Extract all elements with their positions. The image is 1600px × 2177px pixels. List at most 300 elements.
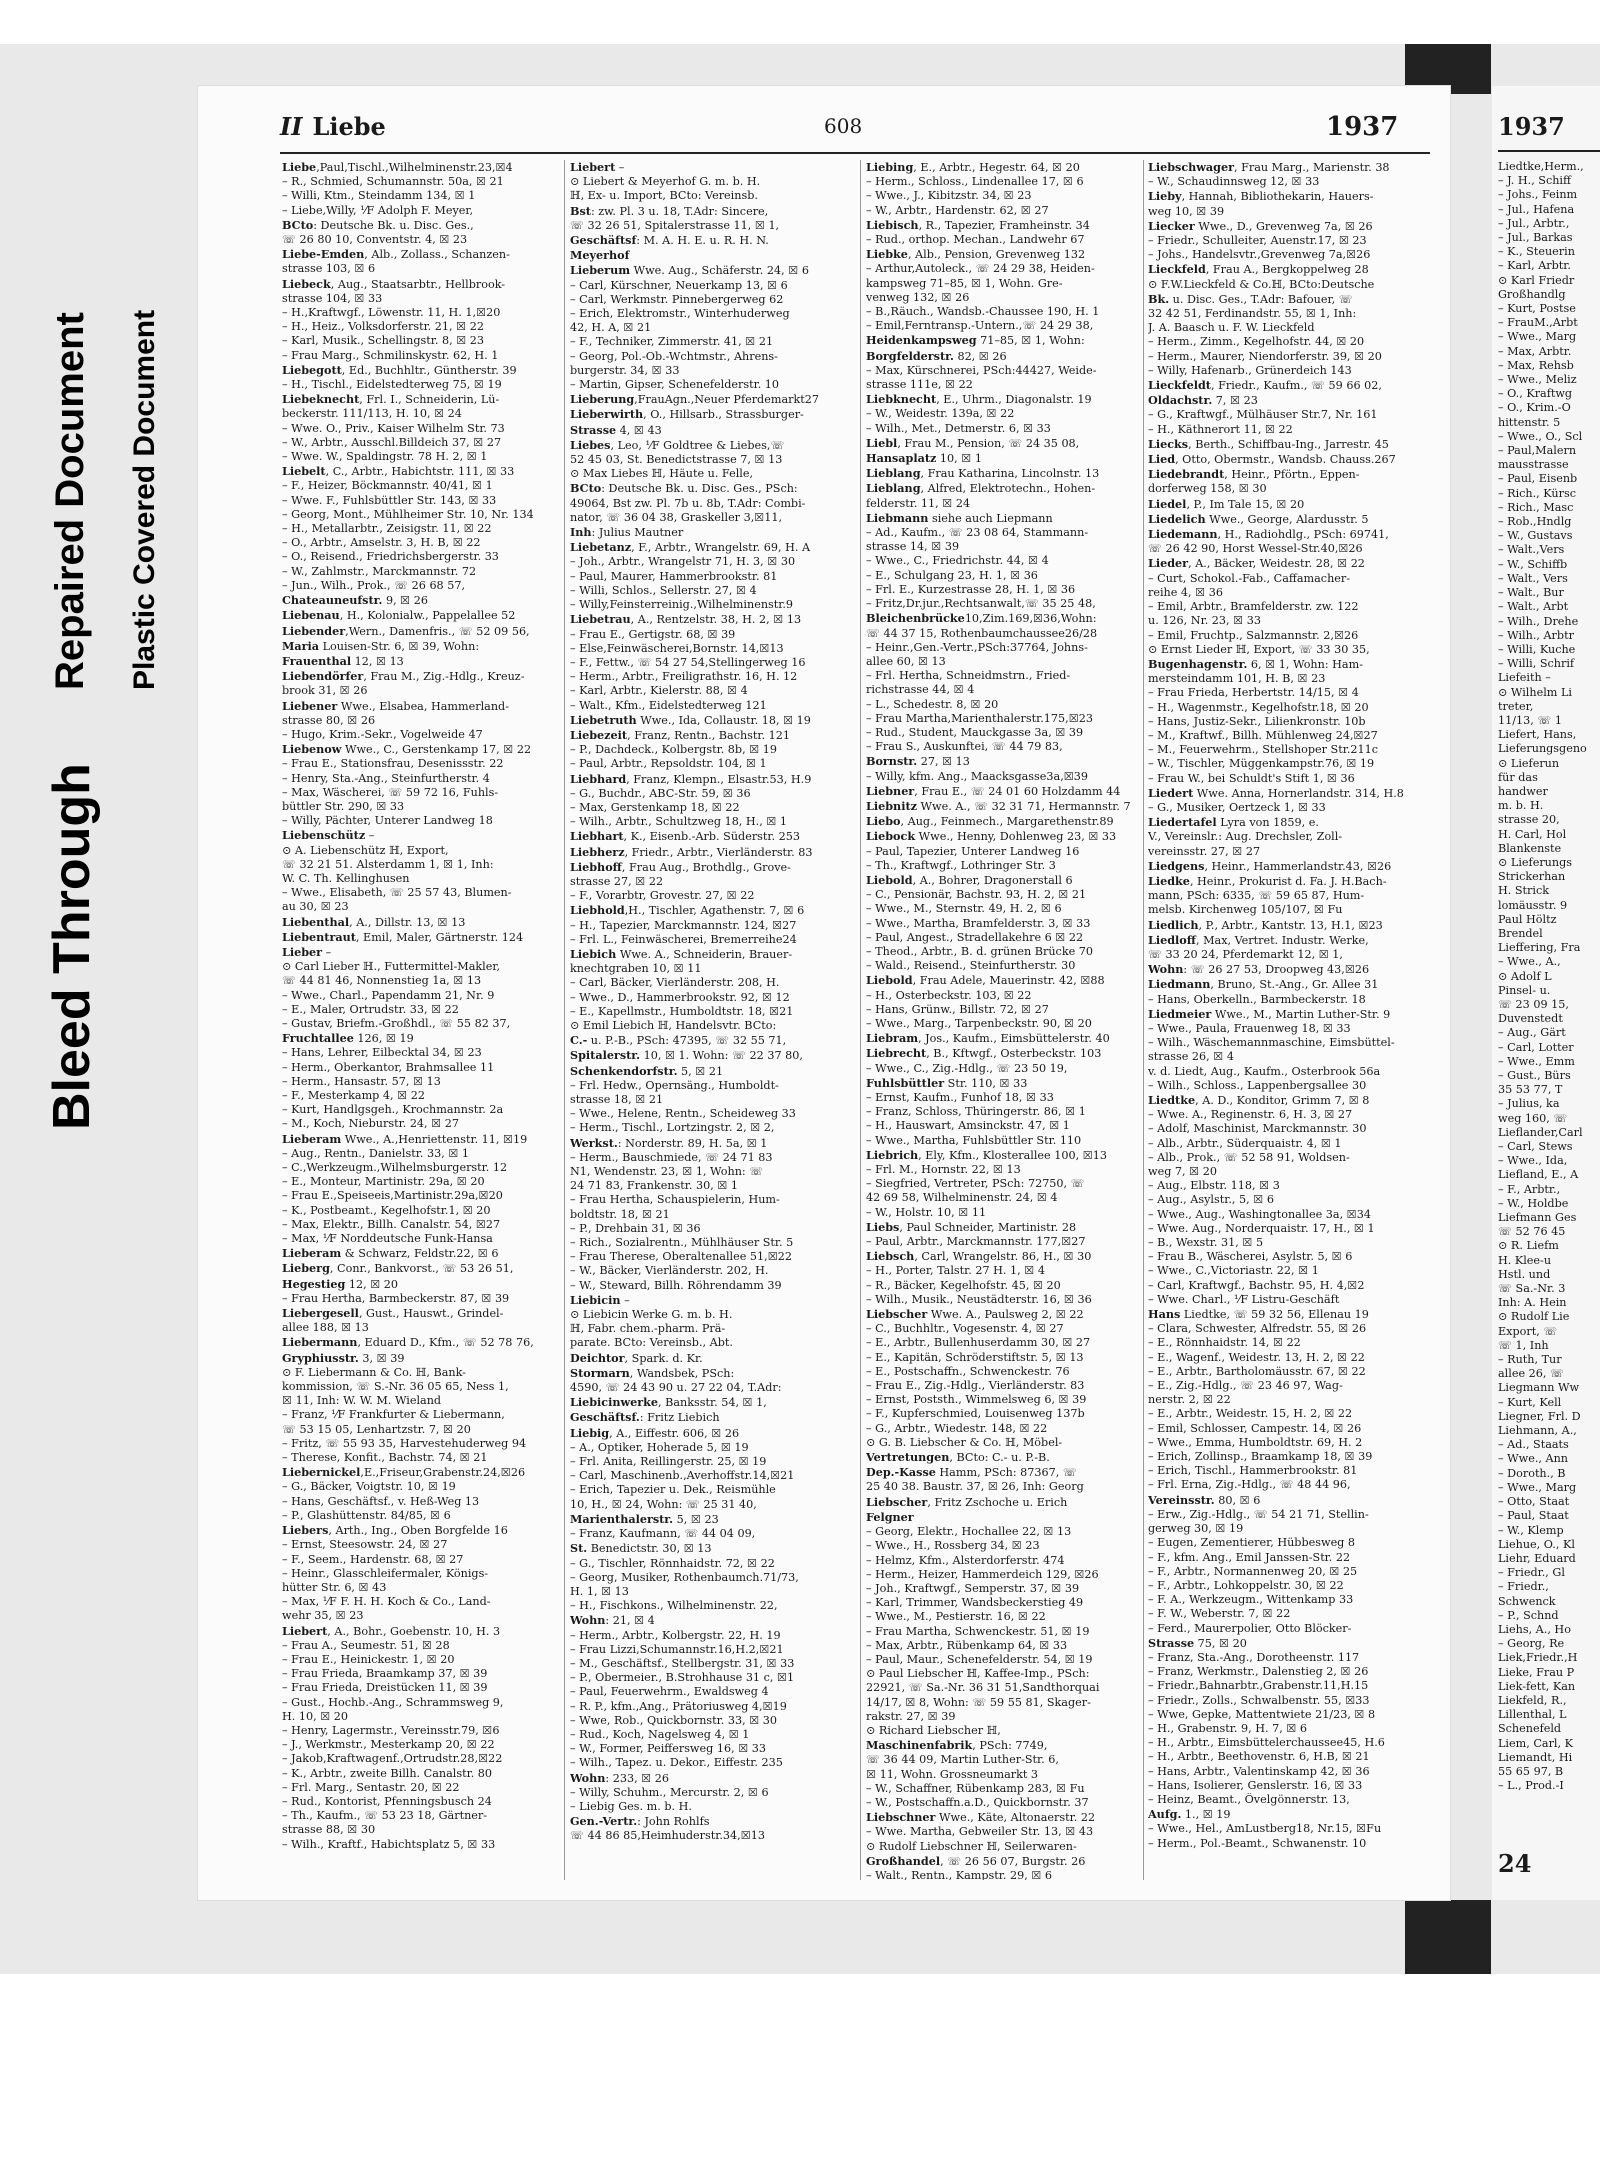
directory-entry-line: – Else,Feinwäscherei,Bornstr. 14,☒13 <box>570 641 784 655</box>
directory-entry-line: – W., Former, Peiffersweg 16, ☒ 33 <box>570 1742 767 1756</box>
directory-entry-line: nerstr. 2, ☒ 22 <box>1148 1393 1231 1407</box>
directory-entry-line: – Wwe., Martha, Fuhlsbüttler Str. 110 <box>866 1133 1082 1147</box>
directory-entry-line: brook 31, ☒ 26 <box>282 684 368 698</box>
adjacent-page <box>1492 86 1600 1900</box>
directory-entry-line: – E., Zig.-Hdlg., ☏ 23 46 97, Wag- <box>1148 1379 1343 1393</box>
directory-entry-line: – Walt., Rentn., Kampstr. 29, ☒ 6 <box>866 1868 1053 1880</box>
directory-entry-line: Liedmann, Bruno, St.-Ang., Gr. Allee 31 <box>1148 977 1379 992</box>
column-3 <box>866 160 1140 1880</box>
adjacent-entry-line: – Kurt, Postse <box>1498 302 1576 316</box>
directory-entry-line: Lieckfeld, Frau A., Bergkoppelweg 28 <box>1148 262 1369 277</box>
directory-entry-line: gerweg 30, ☒ 19 <box>1148 1522 1244 1536</box>
directory-entry-line: – W., Schaudinnsweg 12, ☒ 33 <box>1148 175 1320 189</box>
directory-entry-line: Heidenkampsweg 71–85, ☒ 1, Wohn: <box>866 333 1085 348</box>
directory-entry-line: – Liebig Ges. m. b. H. <box>570 1799 692 1813</box>
directory-entry-line: – Karl, Arbtr., Kielerstr. 88, ☒ 4 <box>570 684 748 698</box>
adjacent-entry-line: – Walt., Vers <box>1498 571 1568 585</box>
directory-entry-line: – Max, Wäscherei, ☏ 59 72 16, Fuhls- <box>282 785 499 799</box>
directory-entry-line: – Alb., Prok., ☏ 52 58 91, Woldsen- <box>1148 1150 1350 1164</box>
directory-entry-line: 52 45 03, St. Benedictstrasse 7, ☒ 13 <box>570 453 783 467</box>
adjacent-entry-line: strasse 20, <box>1498 813 1560 827</box>
adjacent-entry-line: ⊙ Adolf L <box>1498 969 1552 983</box>
adjacent-entry-line: – Walt., Bur <box>1498 586 1564 600</box>
adjacent-entry-line: – W., Klemp <box>1498 1523 1564 1537</box>
directory-entry-line: – Wwe. Martha, Gebweiler Str. 13, ☒ 43 <box>866 1825 1094 1839</box>
adjacent-entry-line: Liem, Carl, K <box>1498 1736 1573 1750</box>
adjacent-entry-line: – Wwe., O., Scl <box>1498 429 1583 443</box>
directory-entry-line: – Hans, Arbtr., Valentinskamp 42, ☒ 36 <box>1148 1764 1370 1778</box>
directory-entry-line: – W., Zahlmstr., Marckmannstr. 72 <box>282 564 477 578</box>
directory-entry-line: 24 71 83, Frankenstr. 30, ☒ 1 <box>570 1179 739 1193</box>
directory-entry-line: Geschäftsf: M. A. H. E. u. R. H. N. <box>570 233 769 248</box>
directory-entry-line: Werkst.: Norderstr. 89, H. 5a, ☒ 1 <box>570 1135 768 1150</box>
column-divider <box>1143 160 1144 1880</box>
directory-entry-line: – Georg, Pol.-Ob.-Wchtmstr., Ahrens- <box>570 349 778 363</box>
directory-entry-line: Bleichenbrücke10,Zim.169,☒36,Wohn: <box>866 611 1097 626</box>
directory-entry-line: ☏ 36 44 09, Martin Luther-Str. 6, <box>866 1753 1059 1767</box>
directory-entry-line: – Frau Lizzi,Schumannstr.16,H.2,☒21 <box>570 1642 784 1656</box>
directory-entry-line: 4590, ☏ 24 43 90 u. 27 22 04, T.Adr: <box>570 1381 782 1395</box>
adjacent-year-label: 1937 <box>1498 112 1565 141</box>
directory-entry-line: hütter Str. 6, ☒ 43 <box>282 1580 387 1594</box>
directory-entry-line: – Wwe., M., Pestierstr. 16, ☒ 22 <box>866 1610 1046 1624</box>
adjacent-entry-line: – O., Kraftwg <box>1498 387 1573 401</box>
directory-entry-line: – Frau Frieda, Braamkamp 37, ☒ 39 <box>282 1667 488 1681</box>
directory-entry-line: – Willy, Pächter, Unterer Landweg 18 <box>282 814 493 828</box>
directory-entry-line: – F., Arbtr., Normannenweg 20, ☒ 25 <box>1148 1564 1358 1578</box>
directory-entry-line: strasse 27, ☒ 22 <box>570 874 664 888</box>
directory-entry-line: Liebhold,H., Tischler, Agathenstr. 7, ☒ 6 <box>570 903 805 918</box>
directory-entry-line: Liebrecht, B., Kftwgf., Osterbeckstr. 103 <box>866 1046 1102 1061</box>
directory-entry-line: ⊙ Carl Lieber ℍ., Futtermittel-Makler, <box>282 960 501 974</box>
directory-entry-line: – Paul, Angest., Stradellakehre 6 ☒ 22 <box>866 930 1084 944</box>
directory-entry-line: Liebrich, Ely, Kfm., Klosterallee 100, ☒13 <box>866 1147 1107 1162</box>
directory-entry-line: – F., Heizer, Böckmannstr. 40/41, ☒ 1 <box>282 479 493 493</box>
directory-entry-line: Lieberam & Schwarz, Feldstr.22, ☒ 6 <box>282 1246 499 1261</box>
directory-entry-line: – Herm., Zimm., Kegelhofstr. 44, ☒ 20 <box>1148 335 1365 349</box>
directory-entry-line: Liebscher Wwe. A., Paulsweg 2, ☒ 22 <box>866 1307 1084 1322</box>
directory-entry-line: – Erw., Zig.-Hdlg., ☏ 54 21 71, Stellin- <box>1148 1507 1369 1521</box>
adjacent-entry-line: Liehmann, A., <box>1498 1424 1577 1438</box>
directory-entry-line: – G., Buchdr., ABC-Str. 59, ☒ 36 <box>570 786 751 800</box>
directory-entry-line: ⊙ Rudolf Liebschner ℍ, Seilerwaren- <box>866 1839 1077 1853</box>
directory-entry-line: – Arthur,Autoleck., ☏ 24 29 38, Heiden- <box>866 262 1095 276</box>
directory-entry-line: ☏ 44 81 46, Nonnenstieg 1a, ☒ 13 <box>282 974 482 988</box>
directory-entry-line: – Johs., Handelsvtr.,Grevenweg 7a,☒26 <box>1148 248 1371 262</box>
directory-entry-line: ⊙ F. Liebermann & Co. ℍ, Bank- <box>282 1365 466 1379</box>
directory-entry-line: – Frl. Hedw., Opernsäng., Humboldt- <box>570 1078 779 1092</box>
directory-entry-line: – Ernst, Steesowstr. 24, ☒ 27 <box>282 1538 448 1552</box>
directory-entry-line: – Wilh., Met., Detmerstr. 6, ☒ 33 <box>866 421 1051 435</box>
adjacent-entry-line: Schenefeld <box>1498 1722 1562 1736</box>
directory-entry-line: – H., Tapezier, Marckmannstr. 124, ☒27 <box>570 918 797 932</box>
directory-entry-line: – Hans, Lehrer, Eilbecktal 34, ☒ 23 <box>282 1046 482 1060</box>
directory-entry-line: Stormarn, Wandsbek, PSch: <box>570 1365 735 1380</box>
directory-entry-line: Liebernickel,E.,Friseur,Grabenstr.24,☒26 <box>282 1465 526 1480</box>
directory-entry-line: Fuhlsbüttler Str. 110, ☒ 33 <box>866 1075 1028 1090</box>
directory-entry-line: – Rud., Kontorist, Pfenningsbusch 24 <box>282 1794 492 1808</box>
adjacent-entry-line: Brendel <box>1498 926 1543 940</box>
directory-entry-line: strasse 103, ☒ 6 <box>282 262 376 276</box>
directory-entry-line: – Willy, Schuhm., Mercurstr. 2, ☒ 6 <box>570 1785 769 1799</box>
directory-entry-line: – Frau E., Heinickestr. 1, ☒ 20 <box>282 1652 455 1666</box>
directory-entry-line: – F., Mesterkamp 4, ☒ 22 <box>282 1089 425 1102</box>
directory-entry-line: kampsweg 71–85, ☒ 1, Wohn. Gre- <box>866 276 1063 290</box>
directory-entry-line: – Ad., Kaufm., ☏ 23 08 64, Stammann- <box>866 526 1089 540</box>
adjacent-entry-line: – Otto, Staat <box>1498 1495 1570 1509</box>
directory-entry-line: Lieberam Wwe., A.,Henriettenstr. 11, ☒19 <box>282 1131 528 1146</box>
directory-entry-line: – Frau Therese, Oberaltenallee 51,☒22 <box>570 1250 792 1264</box>
directory-entry-line: – Franz, Kaufmann, ☏ 44 04 09, <box>570 1527 756 1541</box>
header-rule <box>280 152 1430 154</box>
directory-entry-line: Liebenschütz – <box>282 828 375 843</box>
directory-entry-line: – G., Bäcker, Voigtstr. 10, ☒ 19 <box>282 1480 456 1494</box>
directory-entry-line: – Henry, Sta.-Ang., Steinfurtherstr. 4 <box>282 771 490 785</box>
directory-entry-line: Liebetanz, F., Arbtr., Wrangelstr. 69, H. A <box>570 540 811 555</box>
directory-entry-line: – W., Weidestr. 139a, ☒ 22 <box>866 407 1015 421</box>
directory-entry-line: – Ferd., Maurerpolier, Otto Blöcker- <box>1148 1621 1352 1635</box>
directory-entry-line: – Emil,Ferntransp.-Untern.,☏ 24 29 38, <box>866 319 1094 333</box>
directory-entry-line: – Wwe., Elisabeth, ☏ 25 57 43, Blumen- <box>282 886 512 900</box>
directory-entry-line: – Kurt, Handlgsgeh., Krochmannstr. 2a <box>282 1103 504 1117</box>
directory-entry-line: – Paul, Tapezier, Unterer Landweg 16 <box>866 844 1080 858</box>
directory-entry-line: – F. W., Weberstr. 7, ☒ 22 <box>1148 1607 1291 1621</box>
directory-entry-line: – W., Arbtr., Hardenstr. 62, ☒ 27 <box>866 203 1049 217</box>
year-label: 1937 <box>1326 112 1399 142</box>
directory-entry-line: J. A. Baasch u. F. W. Lieckfeld <box>1148 321 1315 335</box>
directory-entry-line: – Frau A., Seumestr. 51, ☒ 28 <box>282 1638 450 1652</box>
directory-entry-line: St. Benedictstr. 30, ☒ 13 <box>570 1541 712 1556</box>
adjacent-entry-line: – Willi, Schrif <box>1498 657 1575 671</box>
directory-entry-line: – Frau E., Gertigstr. 68, ☒ 39 <box>570 627 736 641</box>
adjacent-entry-line: – Max, Rehsb <box>1498 358 1574 372</box>
directory-entry-line: – Hans, Oberkelln., Barmbeckerstr. 18 <box>1148 992 1366 1006</box>
directory-entry-line: nator, ☏ 36 04 38, Graskeller 3,☒11, <box>570 510 783 524</box>
directory-entry-line: – Frau Martha, Schwenckestr. 51, ☒ 19 <box>866 1624 1090 1638</box>
directory-entry-line: wehr 35, ☒ 23 <box>282 1609 364 1623</box>
directory-entry-line: weg 10, ☒ 39 <box>1148 204 1225 218</box>
directory-entry-line: – Wwe., C.,Victoriastr. 22, ☒ 1 <box>1148 1264 1319 1278</box>
adjacent-entry-line: Inh: A. Hein <box>1498 1296 1567 1310</box>
directory-entry-line: Lieblang, Frau Katharina, Lincolnstr. 13 <box>866 466 1100 481</box>
directory-entry-line: beckerstr. 111/113, H. 10, ☒ 24 <box>282 407 462 421</box>
directory-entry-line: ⊙ Richard Liebscher ℍ, <box>866 1723 1001 1737</box>
adjacent-entry-line: Liefeith – <box>1498 671 1551 685</box>
directory-entry-line: Fruchtallee 126, ☒ 19 <box>282 1031 414 1046</box>
directory-entry-line: strasse 88, ☒ 30 <box>282 1823 376 1837</box>
directory-entry-line: Liebetruth Wwe., Ida, Collaustr. 18, ☒ 19 <box>570 712 811 727</box>
directory-entry-line: – Eugen, Zementierer, Hübbesweg 8 <box>1148 1536 1356 1550</box>
directory-entry-line: – Erich, Zollinsp., Braamkamp 18, ☒ 39 <box>1148 1450 1373 1464</box>
column-divider <box>564 160 565 1880</box>
directory-entry-line: Liebicin – <box>570 1292 630 1307</box>
directory-entry-line: Liedel, P., Im Tale 15, ☒ 20 <box>1148 496 1305 511</box>
directory-entry-line: – Frau Frieda, Herbertstr. 14/15, ☒ 4 <box>1148 686 1359 700</box>
directory-entry-line: – Herm., Arbtr., Freiligrathstr. 16, H. 12 <box>570 670 798 684</box>
directory-entry-line: – Wwe., C., Zig.-Hdlg., ☏ 23 50 19, <box>866 1061 1068 1075</box>
directory-entry-line: – H., Porter, Talstr. 27 H. 1, ☒ 4 <box>866 1264 1045 1278</box>
directory-entry-line: Liebenow Wwe., C., Gerstenkamp 17, ☒ 22 <box>282 742 532 757</box>
directory-entry-line: – Franz, Werkmstr., Dalenstieg 2, ☒ 26 <box>1148 1665 1369 1679</box>
directory-entry-line: – Wwe. W., Spaldingstr. 78 H. 2, ☒ 1 <box>282 450 488 464</box>
adjacent-entry-line: lomäusstr. 9 <box>1498 898 1568 912</box>
adjacent-entry-line: – Jul., Arbtr., <box>1498 216 1570 230</box>
directory-entry-line: Wohn: 233, ☒ 26 <box>570 1770 670 1785</box>
directory-entry-line: ☒ 11, Wohn. Grossneumarkt 3 <box>866 1767 1039 1781</box>
directory-entry-line: Liebock Wwe., Henny, Dohlenweg 23, ☒ 33 <box>866 829 1117 844</box>
directory-entry-line: Hegestieg 12, ☒ 20 <box>282 1276 399 1291</box>
directory-entry-line: Liebsch, Carl, Wrangelstr. 86, H., ☒ 30 <box>866 1249 1092 1264</box>
directory-entry-line: Liedelich Wwe., George, Alardusstr. 5 <box>1148 511 1369 526</box>
binder-tab-bottom <box>1405 1900 1491 1974</box>
directory-entry-line: weg 7, ☒ 20 <box>1148 1165 1217 1179</box>
directory-entry-line: – Rud., Koch, Nagelsweg 4, ☒ 1 <box>570 1727 750 1741</box>
directory-entry-line: felderstr. 11, ☒ 24 <box>866 496 971 510</box>
directory-entry-line: ℍ, Ex- u. Import, BCto: Vereinsb. <box>570 189 758 203</box>
directory-entry-line: ☏ 44 37 15, Rothenbaumchaussee26/28 <box>866 626 1098 640</box>
directory-entry-line: – C.,Werkzeugm.,Wilhelmsburgerstr. 12 <box>282 1161 508 1175</box>
directory-entry-line: H. 10, ☒ 20 <box>282 1709 349 1723</box>
directory-entry-line: Liebeknecht, Frl. I., Schneiderin, Lü- <box>282 392 500 407</box>
directory-entry-line: – W., Bäcker, Vierländerstr. 202, H. <box>570 1264 769 1278</box>
directory-entry-line: – Carl, Kürschner, Neuerkamp 13, ☒ 6 <box>570 278 788 292</box>
directory-entry-line: strasse 80, ☒ 26 <box>282 713 376 727</box>
directory-entry-line: – Wilh., Wäschemannmaschine, Eimsbüttel- <box>1148 1036 1395 1050</box>
directory-entry-line: – Wwe., C., Friedrichstr. 44, ☒ 4 <box>866 554 1049 568</box>
adjacent-entry-line: ⊙ Lieferungs <box>1498 855 1572 869</box>
directory-entry-line: – Max, Arbtr., Rübenkamp 64, ☒ 33 <box>866 1638 1068 1652</box>
directory-entry-line: – Wwe., Charl., Papendamm 21, Nr. 9 <box>282 988 495 1002</box>
directory-entry-line: – Wwe. F., Fuhlsbüttler Str. 143, ☒ 33 <box>282 493 497 507</box>
directory-entry-line: venweg 132, ☒ 26 <box>866 290 970 304</box>
directory-entry-line: – Willy, kfm. Ang., Maacksgasse3a,☒39 <box>866 769 1089 783</box>
directory-entry-line: – Wwe., Marg., Tarpenbeckstr. 90, ☒ 20 <box>866 1016 1092 1030</box>
page-title: Liebe <box>312 112 386 141</box>
side-label-bleed-through: Bleed Through <box>43 763 101 1130</box>
directory-entry-line: Lied, Otto, Obermstr., Wandsb. Chauss.267 <box>1148 452 1396 467</box>
directory-entry-line: ☏ 26 80 10, Conventstr. 4, ☒ 23 <box>282 233 468 247</box>
directory-entry-line: – Wwe. A., Reginenstr. 6, H. 3, ☒ 27 <box>1148 1108 1353 1122</box>
directory-entry-line: – E., Arbtr., Bartholomäusstr. 67, ☒ 22 <box>1148 1364 1366 1378</box>
directory-entry-line: – Wwe. O., Priv., Kaiser Wilhelm Str. 73 <box>282 421 505 435</box>
directory-entry-line: Liedtke, A. D., Konditor, Grimm 7, ☒ 8 <box>1148 1093 1370 1107</box>
directory-entry-line: Liedke, Heinr., Prokurist d. Fa. J. H.Bach- <box>1148 873 1387 888</box>
directory-entry-line: rakstr. 27, ☒ 39 <box>866 1709 956 1723</box>
directory-entry-line: 49064, Bst zw. Pl. 7b u. 8b, T.Adr: Combi- <box>570 496 806 510</box>
directory-entry-line: Liebenthal, A., Dillstr. 13, ☒ 13 <box>282 914 466 929</box>
directory-entry-line: boldtstr. 18, ☒ 21 <box>570 1207 670 1221</box>
directory-entry-line: Felgner <box>866 1509 914 1524</box>
directory-entry-line: – Herm., Pol.-Beamt., Schwanenstr. 10 <box>1148 1836 1367 1850</box>
directory-entry-line: Meyerhof <box>570 248 630 263</box>
adjacent-entry-line: – W., Gustavs <box>1498 529 1573 543</box>
adjacent-entry-line: Schwenck <box>1498 1594 1556 1608</box>
directory-entry-line: – Paul, Maur., Schenefelderstr. 54, ☒ 19 <box>866 1652 1093 1666</box>
adjacent-entry-line: ☏ 1, Inh <box>1498 1338 1549 1352</box>
directory-entry-line: Liebers, Arth., Ing., Oben Borgfelde 16 <box>282 1523 508 1538</box>
adjacent-entry-line: Lieke, Frau P <box>1498 1665 1575 1679</box>
directory-entry-line: Dep.-Kasse Hamm, PSch: 87367, ☏ <box>866 1465 1077 1480</box>
directory-entry-line: – Carl, Bäcker, Vierländerstr. 208, H. <box>570 976 780 990</box>
directory-entry-line: – B., Wexstr. 31, ☒ 5 <box>1148 1236 1264 1250</box>
adjacent-entry-line: – W., Schiffb <box>1498 557 1568 571</box>
directory-entry-line: ℍ, Fabr. chem.-pharm. Prä- <box>570 1322 726 1336</box>
directory-entry-line: strasse 14, ☒ 39 <box>866 540 960 554</box>
directory-entry-line: Liedlich, P., Arbtr., Kantstr. 13, H.1, ☒23 <box>1148 917 1383 932</box>
directory-entry-line: – Jun., Wilh., Prok., ☏ 26 68 57, <box>282 578 466 592</box>
directory-entry-line: – Friedr., Zolls., Schwalbenstr. 55, ☒33 <box>1148 1693 1370 1707</box>
adjacent-entry-line: – Wwe., Ann <box>1498 1452 1569 1466</box>
directory-entry-line: ☏ 32 21 51. Alsterdamm 1, ☒ 1, Inh: <box>282 857 494 871</box>
directory-entry-line: – Frau E., Zig.-Hdlg., Vierländerstr. 83 <box>866 1379 1085 1393</box>
directory-entry-line: W. C. Th. Kellinghusen <box>282 871 410 885</box>
directory-entry-line: Strasse 4, ☒ 43 <box>570 422 662 437</box>
adjacent-entry-line: – Georg, Re <box>1498 1637 1565 1651</box>
directory-entry-line: – Alb., Arbtr., Süderquaistr. 4, ☒ 1 <box>1148 1136 1342 1150</box>
directory-entry-line: – Wilh., Kraftf., Habichtsplatz 5, ☒ 33 <box>282 1837 496 1851</box>
adjacent-entry-line: – Ruth, Tur <box>1498 1353 1562 1367</box>
directory-entry-line: – Wwe., Emma, Humboldtstr. 69, H. 2 <box>1148 1435 1363 1449</box>
directory-entry-line: 25 40 38. Baustr. 37, ☒ 26, Inh: Georg <box>866 1480 1084 1494</box>
section-number: II <box>280 112 303 141</box>
directory-entry-line: Liedebrandt, Heinr., Pförtn., Eppen- <box>1148 467 1360 482</box>
directory-entry-line: Liebes, Leo, ⅟F Goldtree & Liebes,☏ <box>570 437 785 452</box>
directory-entry-line: Lieckfeldt, Friedr., Kaufm., ☏ 59 66 02, <box>1148 378 1382 393</box>
adjacent-entry-line: Lieferungsgeno <box>1498 742 1587 756</box>
directory-entry-line: – Max, ⅟F Norddeutsche Funk-Hansa <box>282 1232 493 1246</box>
directory-entry-line: C.- u. P.-B., PSch: 47395, ☏ 32 55 71, <box>570 1033 787 1048</box>
directory-entry-line: – H., Heiz., Volksdorferstr. 21, ☒ 22 <box>282 320 484 334</box>
running-head <box>280 112 386 141</box>
directory-entry-line: – E., Arbtr., Bullenhuserdamm 30, ☒ 27 <box>866 1336 1091 1350</box>
directory-entry-line: vereinsstr. 27, ☒ 27 <box>1148 844 1261 858</box>
directory-entry-line: – O., Arbtr., Amselstr. 3, H. B, ☒ 22 <box>282 536 481 550</box>
directory-entry-line: – Rich., Sozialrentn., Mühlhäuser Str. 5 <box>570 1236 794 1250</box>
adjacent-entry-line: Lillenthal, L <box>1498 1708 1567 1722</box>
directory-entry-line: – H., Arbtr., Beethovenstr. 6, H.B, ☒ 21 <box>1148 1750 1370 1764</box>
directory-entry-line: – Th., Kraftwgf., Lothringer Str. 3 <box>866 858 1056 872</box>
directory-entry-line: – Rud., Student, Mauckgasse 3a, ☒ 39 <box>866 725 1084 739</box>
directory-entry-line: Liebschwager, Frau Marg., Marienstr. 38 <box>1148 160 1390 174</box>
adjacent-entry-line: Großhandlg <box>1498 287 1566 301</box>
directory-entry-line: knechtgraben 10, ☒ 11 <box>570 962 702 976</box>
directory-entry-line: Maria Louisen-Str. 6, ☒ 39, Wohn: <box>282 638 480 653</box>
adjacent-entry-line: ⊙ Wilhelm Li <box>1498 685 1572 699</box>
directory-entry-line: Liebhard, Franz, Klempn., Elsastr.53, H.9 <box>570 771 812 786</box>
directory-entry-line: – Willi, Schlos., Sellerstr. 27, ☒ 4 <box>570 583 757 597</box>
directory-entry-line: Aufg. 1., ☒ 19 <box>1148 1807 1231 1822</box>
directory-entry-line: Liebe-Emden, Alb., Zollass., Schanzen- <box>282 247 510 262</box>
directory-entry-line: ☏ 33 20 24, Pferdemarkt 12, ☒ 1, <box>1148 947 1343 961</box>
directory-entry-line: – Therese, Konfit., Bachstr. 74, ☒ 21 <box>282 1451 488 1465</box>
directory-entry-line: ☏ 53 15 05, Lenhartzstr. 7, ☒ 20 <box>282 1422 471 1436</box>
adjacent-entry-line: Liefland, E., A <box>1498 1168 1579 1182</box>
directory-entry-line: – P., Glashüttenstr. 84/85, ☒ 6 <box>282 1508 451 1522</box>
adjacent-entry-line: – Ad., Staats <box>1498 1438 1569 1452</box>
adjacent-entry-line: – Walt.,Vers <box>1498 543 1565 557</box>
directory-entry-line: – Frau Frieda, Dreistücken 11, ☒ 39 <box>282 1681 488 1695</box>
directory-entry-line: 14/17, ☒ 8, Wohn: ☏ 59 55 81, Skager- <box>866 1695 1091 1709</box>
directory-entry-line: – E., Arbtr., Weidestr. 15, H. 2, ☒ 22 <box>1148 1407 1353 1421</box>
column-2 <box>570 160 856 1880</box>
adjacent-column <box>1498 160 1600 1793</box>
adjacent-entry-line: hittenstr. 5 <box>1498 415 1561 429</box>
directory-entry-line: Lieber – <box>282 944 332 959</box>
directory-entry-line: – W., Schaffner, Rübenkamp 283, ☒ Fu <box>866 1781 1085 1795</box>
adjacent-entry-line: ☏ 52 76 45 <box>1498 1225 1566 1239</box>
directory-entry-line: mersteindamm 101, H. B, ☒ 23 <box>1148 672 1326 686</box>
page-header <box>198 112 1450 148</box>
directory-entry-line: Lieberum Wwe. Aug., Schäferstr. 24, ☒ 6 <box>570 263 809 278</box>
directory-entry-line: – Frau Marg., Schmilinskystr. 62, H. 1 <box>282 348 499 362</box>
directory-entry-line: 10, H., ☒ 24, Wohn: ☏ 25 31 40, <box>570 1497 757 1511</box>
directory-entry-line: – Wwe., Hel., AmLustberg18, Nr.15, ☒Fu <box>1148 1822 1382 1836</box>
directory-entry-line: N1, Wendenstr. 23, ☒ 1, Wohn: ☏ <box>570 1165 764 1179</box>
adjacent-entry-line: – Johs., Feinm <box>1498 188 1578 202</box>
directory-entry-line: – Max, Kürschnerei, PSch:44427, Weide- <box>866 363 1097 377</box>
directory-entry-line: – Georg, Musiker, Rothenbaumch.71/73, <box>570 1570 799 1584</box>
directory-entry-line: Liebschner Wwe., Käte, Altonaerstr. 22 <box>866 1810 1096 1825</box>
adjacent-entry-line: – L., Prod.-I <box>1498 1779 1564 1793</box>
directory-entry-line: – Th., Kaufm., ☏ 53 23 18, Gärtner- <box>282 1809 488 1823</box>
adjacent-entry-line: – Wwe., Ida, <box>1498 1154 1568 1168</box>
directory-entry-line: – Carl, Kraftwgf., Bachstr. 95, H. 4,☒2 <box>1148 1278 1365 1292</box>
directory-entry-line: Liedloff, Max, Vertret. Industr. Werke, <box>1148 932 1369 947</box>
directory-entry-line: – Herm., Bauschmiede, ☏ 24 71 83 <box>570 1150 773 1164</box>
directory-entry-line: – Wwe., Helene, Rentn., Scheideweg 33 <box>570 1107 796 1121</box>
adjacent-entry-line: – K., Steuerin <box>1498 245 1575 259</box>
directory-entry-line: richstrasse 44, ☒ 4 <box>866 683 975 697</box>
adjacent-entry-line: – Carl, Stews <box>1498 1140 1573 1154</box>
adjacent-entry-line: Strickerhan <box>1498 870 1566 884</box>
directory-entry-line: – Frau E.,Speiseeis,Martinistr.29a,☒20 <box>282 1189 503 1203</box>
directory-entry-line: – Heinr., Glasschleifermaler, Königs- <box>282 1566 489 1580</box>
directory-entry-line: – H., Fischkons., Wilhelminenstr. 22, <box>570 1599 778 1613</box>
directory-entry-line: – Wwe. Aug., Norderquaistr. 17, H., ☒ 1 <box>1148 1221 1375 1235</box>
directory-entry-line: – Aug., Rentn., Danielstr. 33, ☒ 1 <box>282 1146 470 1160</box>
directory-entry-line: – R. P., kfm.,Ang., Prätoriusweg 4,☒19 <box>570 1699 787 1713</box>
directory-entry-line: – P., Dachdeck., Kolbergstr. 8b, ☒ 19 <box>570 743 778 757</box>
adjacent-entry-line: – P., Schnd <box>1498 1608 1559 1622</box>
directory-entry-line: – Frl. E., Kurzestrasse 28, H. 1, ☒ 36 <box>866 582 1076 596</box>
directory-entry-line: – Curt, Schokol.-Fab., Caffamacher- <box>1148 571 1351 585</box>
directory-entry-line: strasse 26, ☒ 4 <box>1148 1050 1234 1064</box>
directory-entry-line: – Wwe., Martha, Bramfelderstr. 3, ☒ 33 <box>866 916 1091 930</box>
directory-entry-line: – G., Tischler, Rönnhaidstr. 72, ☒ 22 <box>570 1556 775 1570</box>
directory-entry-line: Liebhart, K., Eisenb.-Arb. Süderstr. 253 <box>570 829 800 844</box>
directory-entry-line: 42 69 58, Wilhelminenstr. 24, ☒ 4 <box>866 1191 1058 1205</box>
directory-entry-line: – Max, Elektr., Billh. Canalstr. 54, ☒27 <box>282 1217 501 1231</box>
directory-entry-line: – Emil, Arbtr., Bramfelderstr. zw. 122 <box>1148 600 1359 614</box>
directory-entry-line: – B.,Räuch., Wandsb.-Chaussee 190, H. 1 <box>866 305 1100 319</box>
adjacent-entry-line: Liefmann Ges <box>1498 1211 1577 1225</box>
directory-entry-line: Großhandel, ☏ 26 56 07, Burgstr. 26 <box>866 1853 1086 1868</box>
directory-entry-line: – Willi, Ktm., Steindamm 134, ☒ 1 <box>282 189 476 203</box>
directory-entry-line: melsb. Kirchenweg 105/107, ☒ Fu <box>1148 903 1343 917</box>
directory-entry-line: V., Vereinslr.: Aug. Drechsler, Zoll- <box>1148 830 1343 844</box>
directory-entry-line: – Willy,Feinsterreinig.,Wilhelminenstr.9 <box>570 598 794 612</box>
directory-entry-line: ⊙ F.W.Lieckfeld & Co.ℍ, BCto:Deutsche <box>1148 277 1375 291</box>
adjacent-footer-number: 24 <box>1498 1849 1532 1878</box>
directory-entry-line: burgerstr. 34, ☒ 33 <box>570 363 680 377</box>
directory-entry-line: BCto: Deutsche Bk. u. Disc. Ges., PSch: <box>570 481 798 496</box>
directory-entry-line: – Herm., Oberkantor, Brahmsallee 11 <box>282 1060 495 1074</box>
directory-entry-line: – Adolf, Maschinist, Marckmannstr. 30 <box>1148 1122 1367 1136</box>
directory-entry-line: – Georg, Elektr., Hochallee 22, ☒ 13 <box>866 1525 1072 1539</box>
directory-entry-line: – M., Feuerwehrm., Stellshoper Str.211c <box>1148 743 1379 757</box>
directory-entry-line: – Erich, Tischl., Hammerbrookstr. 81 <box>1148 1464 1358 1478</box>
directory-entry-line: – Frl. Hertha, Schneidmstrn., Fried- <box>866 669 1071 683</box>
